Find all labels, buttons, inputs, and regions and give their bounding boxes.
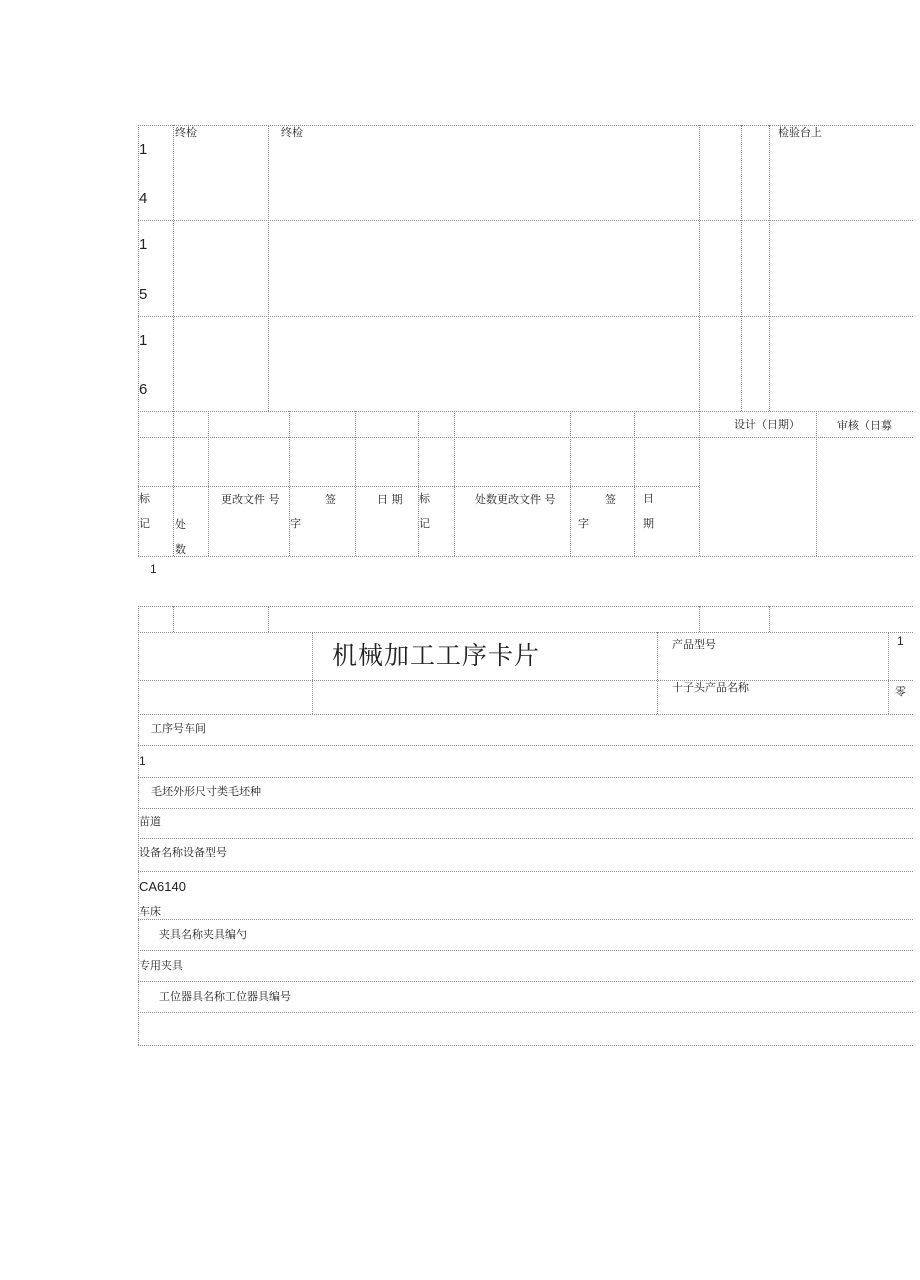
table-rule <box>138 220 913 221</box>
fixture-labels: 夹具名称夹具编勺 <box>159 928 247 941</box>
station-tool-labels: 工位器具名称工位器具编号 <box>159 990 291 1003</box>
table-rule <box>138 745 913 746</box>
sign-label: 签 <box>605 493 616 506</box>
change-doc-label: 更改文件 号 <box>221 493 280 506</box>
table-rule <box>138 1012 913 1013</box>
row-number: 4 <box>139 190 148 207</box>
fixture-value: 专用夹具 <box>139 959 183 972</box>
row-number: 1 <box>139 141 148 158</box>
process-no-workshop-label: 工序号车间 <box>151 722 206 735</box>
table-rule <box>888 632 889 714</box>
table-rule <box>138 411 913 412</box>
page-number: 1 <box>150 562 157 576</box>
table-rule <box>173 606 174 632</box>
row-number: 5 <box>139 286 148 303</box>
table-rule <box>268 606 269 632</box>
table-rule <box>138 1045 913 1046</box>
date-label: 日 <box>643 492 654 505</box>
process-no-value: 1 <box>139 754 146 768</box>
mark-label: 记 <box>419 517 430 530</box>
table-rule <box>173 125 174 556</box>
table-rule <box>268 125 269 411</box>
table-rule <box>138 981 913 982</box>
table-rule <box>138 919 913 920</box>
step-content: 终检 <box>281 126 303 139</box>
table-rule <box>138 556 913 557</box>
blank-size-type-label: 毛坯外形尺寸类毛坯种 <box>151 785 261 798</box>
table-rule <box>138 808 913 809</box>
table-rule <box>138 680 913 681</box>
table-rule <box>769 125 770 411</box>
count-change-doc-label: 处数更改文件 号 <box>475 493 556 506</box>
table-rule <box>699 125 700 556</box>
table-rule <box>355 411 356 556</box>
count-label: 数 <box>175 543 186 556</box>
table-rule <box>138 316 913 317</box>
design-date-label: 设计（日期） <box>734 418 800 431</box>
mark-label: 标 <box>139 492 150 505</box>
equipment-name: 车床 <box>139 905 161 918</box>
table-rule <box>289 411 290 556</box>
table-rule <box>634 411 635 556</box>
table-rule <box>138 632 913 633</box>
sign-label: 字 <box>578 517 589 530</box>
table-rule <box>138 777 913 778</box>
table-rule <box>138 838 913 839</box>
mark-label: 记 <box>139 517 150 530</box>
table-rule <box>741 125 742 411</box>
table-rule <box>657 632 658 714</box>
date-label: 日 期 <box>377 493 403 506</box>
table-rule <box>138 714 913 715</box>
date-label: 期 <box>643 517 654 530</box>
table-rule <box>699 606 700 632</box>
equipment-labels: 设备名称设备型号 <box>139 846 227 859</box>
row-number: 6 <box>139 381 148 398</box>
sign-label: 字 <box>290 517 301 530</box>
table-rule <box>454 411 455 556</box>
table-rule <box>816 411 817 556</box>
table-rule <box>769 606 770 632</box>
table-rule <box>138 437 913 438</box>
equipment: 检验台上 <box>778 126 822 139</box>
mark-label: 标 <box>419 492 430 505</box>
table-rule <box>138 950 913 951</box>
blank-value: 苗道 <box>139 815 161 828</box>
product-model-value: 1 <box>897 634 904 648</box>
product-model-label: 产品型号 <box>672 638 716 651</box>
card-title: 机械加工工序卡片 <box>332 641 541 670</box>
equipment-model: CA6140 <box>139 879 186 894</box>
row-number: 1 <box>139 332 148 349</box>
count-label: 处 <box>175 518 186 531</box>
step-name: 终检 <box>175 126 197 139</box>
table-rule <box>208 411 209 556</box>
review-date-label: 审核（日募 <box>837 419 892 432</box>
sign-label: 签 <box>325 493 336 506</box>
table-rule <box>312 632 313 714</box>
part-label: 零 <box>895 685 906 698</box>
table-rule <box>570 411 571 556</box>
row-number: 1 <box>139 236 148 253</box>
table-rule <box>138 871 913 872</box>
table-rule <box>138 606 913 607</box>
product-name-label: 十子头产品名称 <box>672 681 749 694</box>
table-rule <box>418 411 419 556</box>
